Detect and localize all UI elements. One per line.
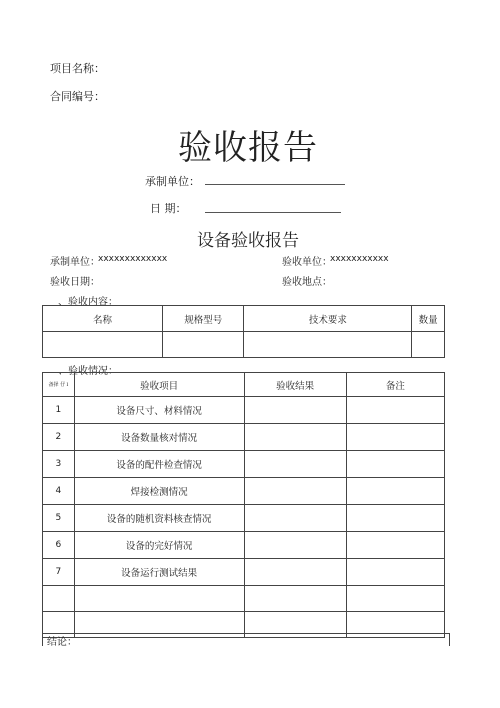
status-col-result: 验收结果 xyxy=(244,373,346,397)
table-row xyxy=(43,451,445,478)
content-col-requirement: 技术要求 xyxy=(244,306,412,332)
contract-no-label: 合同编号： xyxy=(50,90,105,103)
content-col-model: 规格型号 xyxy=(163,306,244,332)
content-table xyxy=(42,305,445,358)
report-acceptor-value: xxxxxxxxxxx xyxy=(330,254,389,264)
table-row xyxy=(43,397,445,424)
row-item: 设备尺寸、材料情况 xyxy=(74,397,244,424)
row-item: 设备运行测试结果 xyxy=(74,559,244,586)
row-item: 设备的完好情况 xyxy=(74,532,244,559)
row-number: 1 xyxy=(43,397,75,424)
status-table xyxy=(42,372,445,638)
row-number: 2 xyxy=(43,424,75,451)
content-cell xyxy=(43,332,163,358)
content-section-heading: 、验收内容： xyxy=(58,297,118,308)
table-row xyxy=(43,424,445,451)
row-number: 6 xyxy=(43,532,75,559)
cover-date-label: 日 期： xyxy=(150,202,187,215)
report-acceptor-label: 验收单位： xyxy=(282,257,332,268)
row-item: 焊接检测情况 xyxy=(74,478,244,505)
content-col-quantity: 数量 xyxy=(412,306,445,332)
report-title: 设备验收报告 xyxy=(197,231,299,251)
content-cell xyxy=(163,332,244,358)
cover-contractor-label: 承制单位： xyxy=(145,175,200,188)
project-name-label: 项目名称： xyxy=(50,62,105,75)
conclusion-label: 结论： xyxy=(47,637,77,648)
row-number: 5 xyxy=(43,505,75,532)
table-row xyxy=(43,478,445,505)
status-col-remark: 备注 xyxy=(346,373,444,397)
conclusion-box xyxy=(42,633,450,646)
table-row xyxy=(43,532,445,559)
content-col-name: 名称 xyxy=(43,306,163,332)
content-cell xyxy=(412,332,445,358)
status-section-heading: 、验收情况： xyxy=(58,366,118,377)
cover-title: 验收报告 xyxy=(178,128,318,168)
row-number: 4 xyxy=(43,478,75,505)
table-row xyxy=(43,586,445,612)
table-row xyxy=(43,505,445,532)
row-number: 7 xyxy=(43,559,75,586)
row-number: 3 xyxy=(43,451,75,478)
row-item: 设备的随机资料核查情况 xyxy=(74,505,244,532)
row-item: 设备数量核对情况 xyxy=(74,424,244,451)
report-date-label: 验收日期： xyxy=(50,277,100,288)
status-col-index: 备择 仔 l xyxy=(43,373,75,397)
cover-contractor-line xyxy=(205,184,345,185)
cover-date-line xyxy=(205,212,341,213)
status-col-item: 验收项目 xyxy=(74,373,244,397)
table-row xyxy=(43,559,445,586)
report-contractor-label: 承制单位： xyxy=(50,257,100,268)
report-contractor-value: xxxxxxxxxxxxx xyxy=(98,254,168,264)
row-item: 设备的配件检查情况 xyxy=(74,451,244,478)
report-place-label: 验收地点： xyxy=(282,277,332,288)
content-cell xyxy=(244,332,412,358)
